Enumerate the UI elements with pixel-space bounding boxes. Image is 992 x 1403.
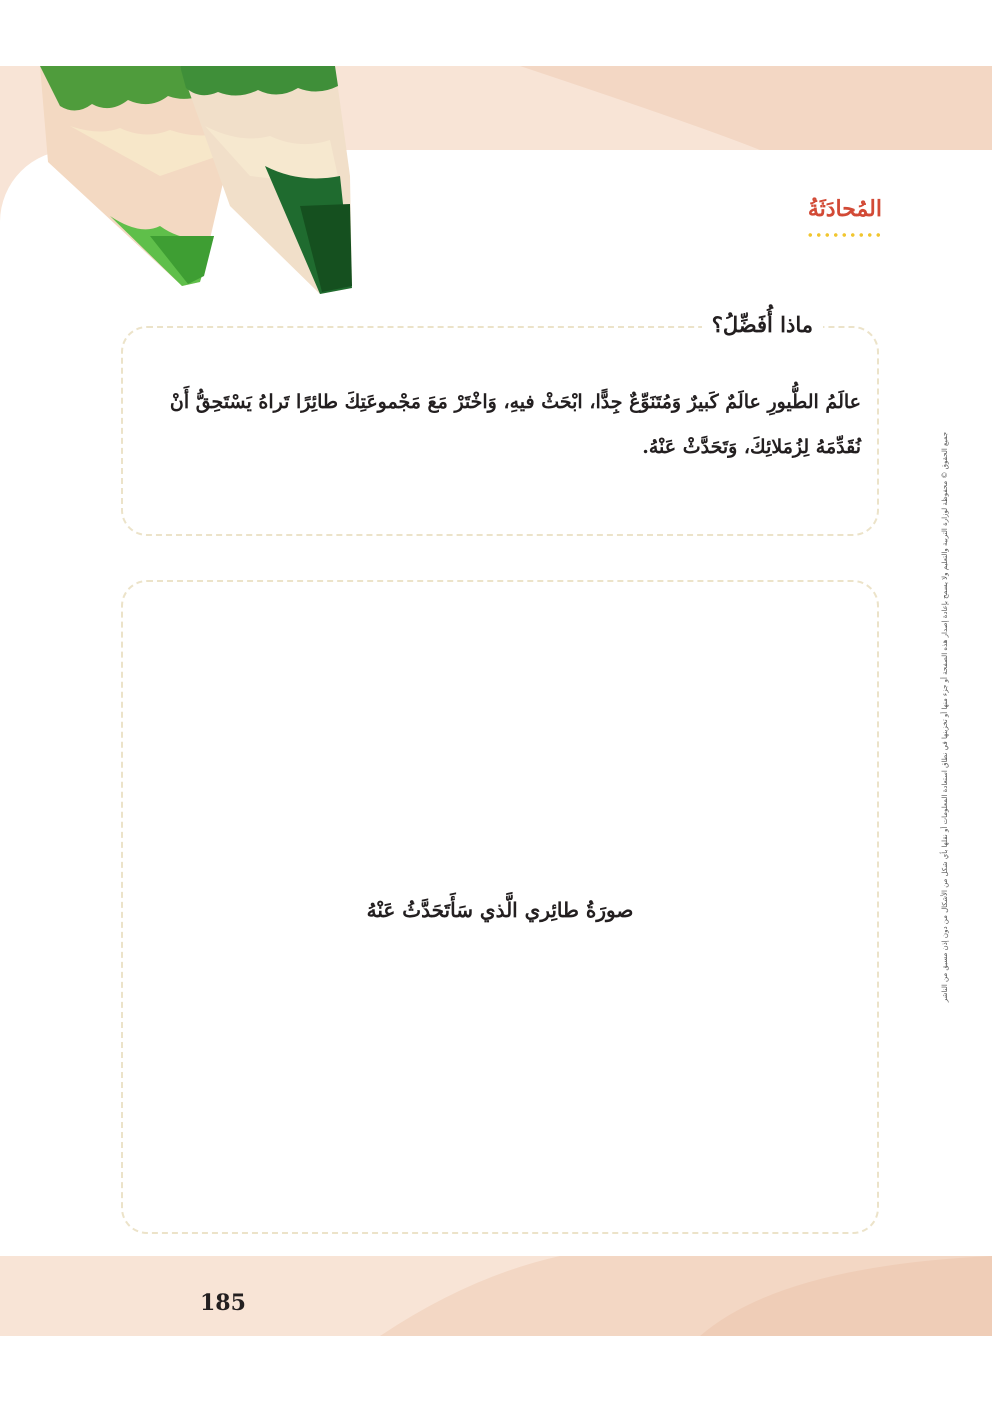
activity-prompt — [139, 380, 861, 470]
activity-title: ماذا أُفَضِّلُ؟ — [702, 312, 823, 337]
title-underline-dots — [806, 232, 882, 238]
prompt-line-1: عالَمُ الطُّيورِ عالَمٌ كَبيرٌ وَمُتَنَوِّعٌ جِدًّا، ابْحَثْ فيهِ، وَاخْتَرْ مَعَ مَجْموعَتِكَ طائِرًا تَراهُ يَسْتَحِقُّ أَنْ — [169, 391, 861, 413]
page-number: 185 — [200, 1290, 246, 1316]
copyright-side-note: جميع الحقوق © محفوظة لوزارة التربية والتعليم ولا يسمح بإعادة إصدار هذه الصفحة أو جزء منها أو تخزينها في نطاق استعادة المعلومات أو نقلها بأي شكل من الأشكال من دون إذن مسبق من الناشر — [941, 431, 949, 1003]
pencils-illustration — [0, 66, 380, 296]
prompt-line-2: نُقَدِّمَهُ لِزُمَلائِكَ، وَتَحَدَّثْ عَنْهُ. — [642, 436, 861, 458]
activity-box — [121, 312, 879, 536]
image-placeholder-caption: صورَةُ طائِري الَّذي سَأَتَحَدَّثُ عَنْهُ — [366, 898, 634, 922]
section-title: المُحادَثَةُ — [807, 196, 882, 222]
image-placeholder-box[interactable] — [121, 580, 879, 1234]
